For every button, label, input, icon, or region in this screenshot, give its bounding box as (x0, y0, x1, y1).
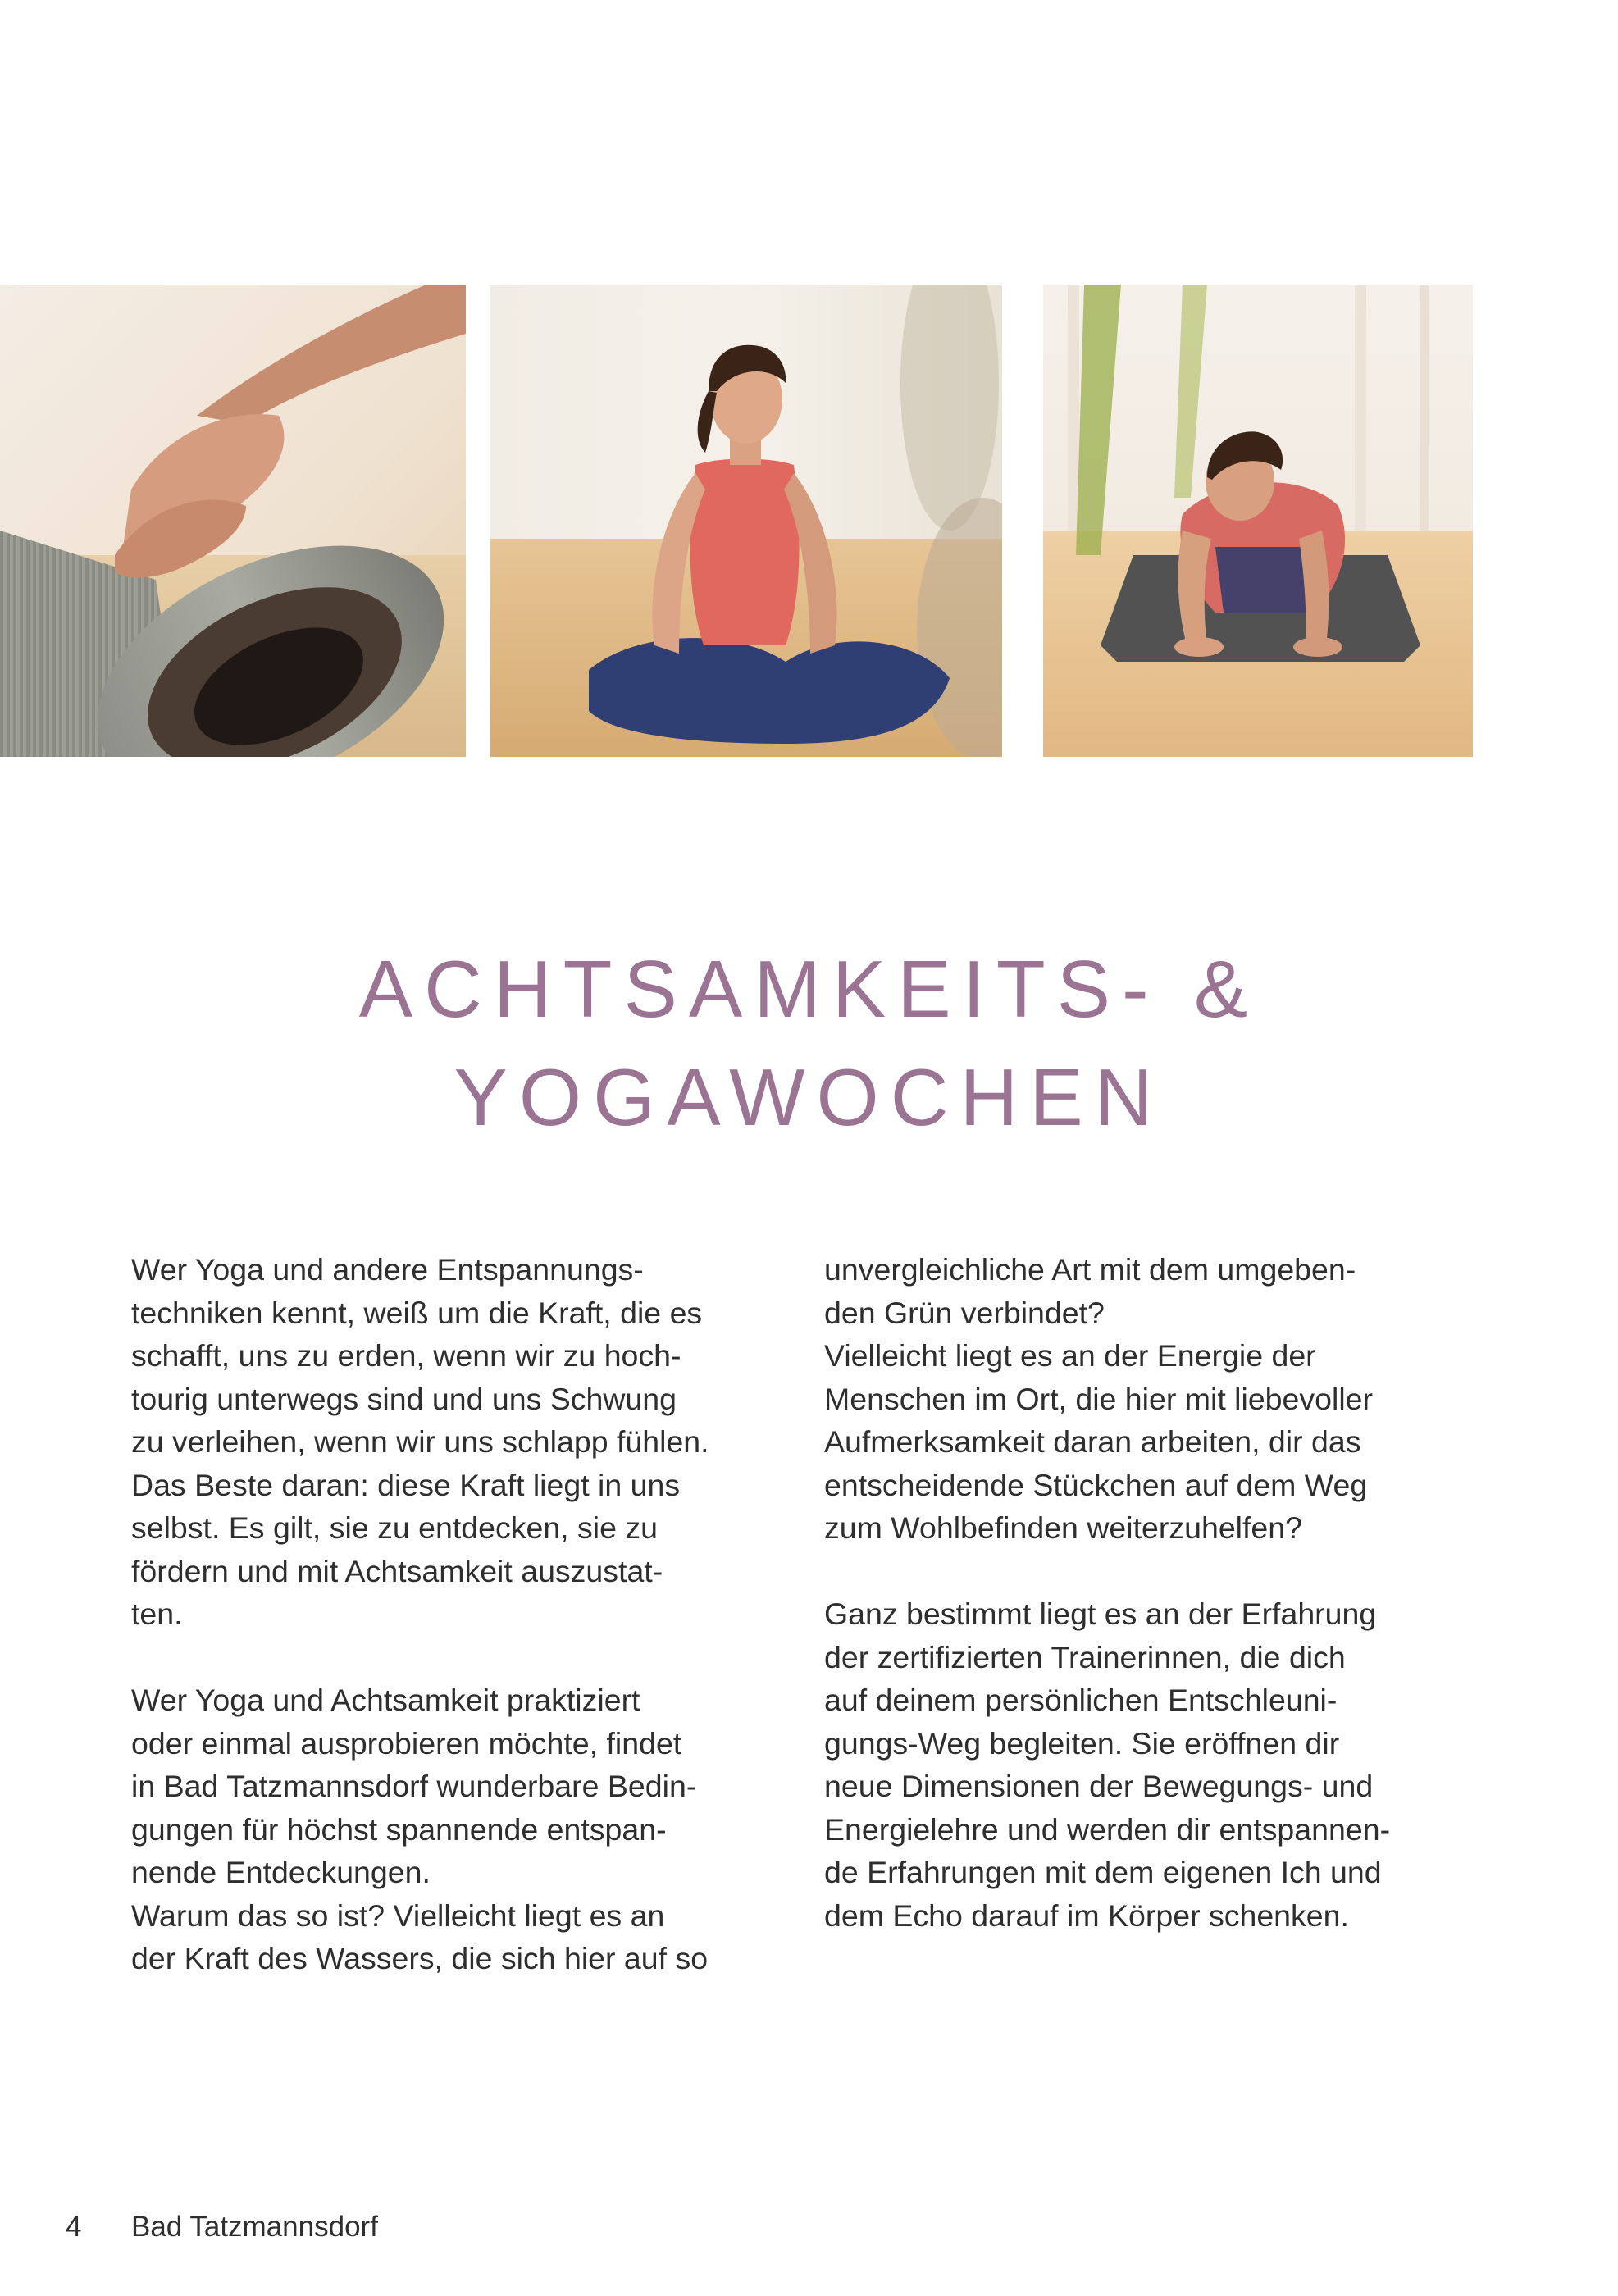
paragraph: Ganz bestimmt liegt es an der Erfahrung der zertifizierten Trainerinnen, die dich auf deinem persönlichen Entschleuni- gungs-Weg begleiten. Sie eröffnen dir neue Dimensionen der Bewegungs- und Energielehre und werden dir entspannen- de Erfahrungen mit dem eigenen Ich und dem Echo darauf im Körper schenken. (824, 1597, 1391, 1933)
yoga-pose-image (1043, 285, 1473, 757)
meditation-image (490, 285, 1002, 757)
footer-title: Bad Tatzmannsdorf (131, 2211, 378, 2243)
title-line-1: ACHTSAMKEITS- & (358, 944, 1260, 1034)
paragraph: unvergleichliche Art mit dem umgeben- den Grün verbindet? Vielleicht liegt es an der Energie der Menschen im Ort, die hier mit liebevoller Aufmerksamkeit daran arbeiten, dir das entscheidende Stückchen auf dem Weg zum Wohlbefinden weiterzuhelfen? (824, 1252, 1373, 1545)
page-number: 4 (66, 2211, 82, 2243)
paragraph: Wer Yoga und Achtsamkeit praktiziert oder einmal ausprobieren möchte, findet in Bad Tatzmannsdorf wunderbare Bedin- gungen für höchst spannende entspan- nende Entdeckungen. Warum das so ist? Vielleicht liegt es an der Kraft des Wassers, die sich hier auf so (131, 1683, 709, 1975)
text-column-right (824, 1248, 1513, 1937)
text-column-left (131, 1248, 804, 1980)
page-title (0, 935, 1618, 1151)
photo-yoga-pose (1043, 285, 1473, 757)
photo-meditating-woman (490, 285, 1002, 757)
paragraph: Wer Yoga und andere Entspannungs- techniken kennt, weiß um die Kraft, die es schafft, uns zu erden, wenn wir zu hoch- tourig unterwegs sind und uns Schwung zu verleihen, wenn wir uns schlapp fühlen. Das Beste daran: diese Kraft liegt in uns selbst. Es gilt, sie zu entdecken, sie zu fördern und mit Achtsamkeit auszustat- ten. (131, 1252, 709, 1631)
title-line-2: YOGAWOCHEN (453, 1052, 1165, 1142)
photo-yoga-mat (0, 285, 466, 757)
yoga-mat-image (0, 285, 466, 757)
